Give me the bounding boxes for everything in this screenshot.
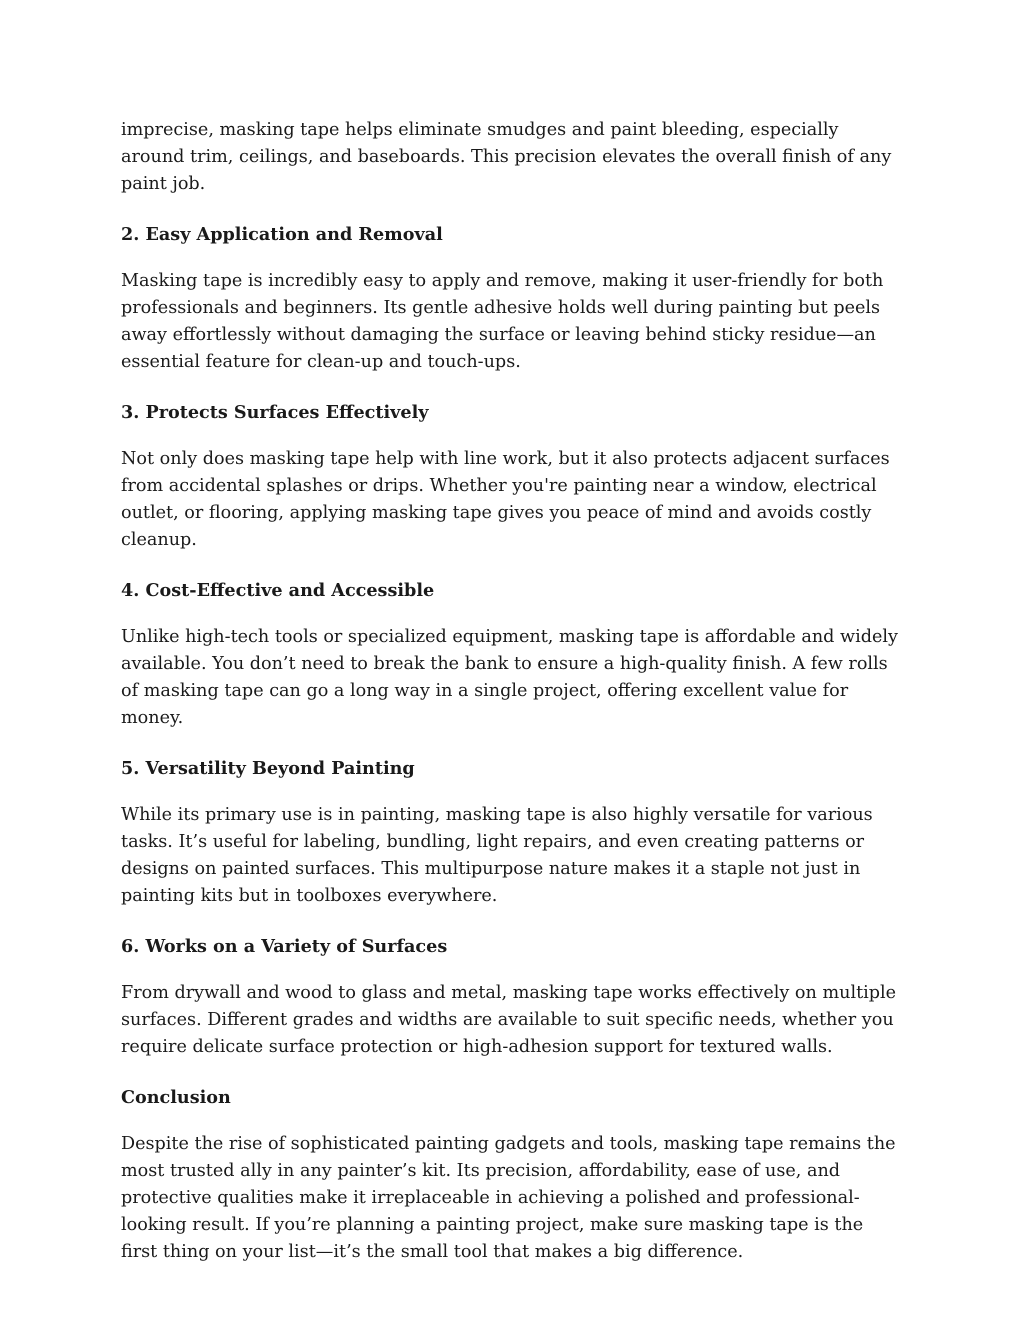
section-paragraph: While its primary use is in painting, masking tape is also highly versatile for various tasks. It’s useful for labeling, bundling, light repairs, and even creating patterns or designs on painted surfaces. This multipurpose nature makes it a staple not just in painting kits but in toolboxes everywhere. [121,805,873,906]
section-variety-of-surfaces [121,933,904,1061]
section-heading: 6. Works on a Variety of Surfaces [121,936,448,957]
section-protects-surfaces [121,399,904,554]
section-paragraph: Not only does masking tape help with line work, but it also protects adjacent surfaces from accidental splashes or drips. Whether you're painting near a window, electrical outlet, or flooring, applying masking tape gives you peace of mind and avoids costly cleanup. [121,449,890,550]
section-heading: 5. Versatility Beyond Painting [121,758,415,779]
section-heading: 2. Easy Application and Removal [121,224,443,245]
intro-paragraph: imprecise, masking tape helps eliminate smudges and paint bleeding, especially around trim, ceilings, and baseboards. This precision elevates the overall finish of any paint job. [121,120,892,194]
section-paragraph: Masking tape is incredibly easy to apply and remove, making it user-friendly for both professionals and beginners. Its gentle adhesive holds well during painting but peels away effortlessly without damaging the surface or leaving behind sticky residue—an essential feature for clean-up and touch-ups. [121,271,884,372]
section-paragraph: Despite the rise of sophisticated painting gadgets and tools, masking tape remains the most trusted ally in any painter’s kit. Its precision, affordability, ease of use, and protective qualities make it irreplaceable in achieving a polished and professional-looking result. If you’re planning a painting project, make sure masking tape is the first thing on your list—it’s the small tool that makes a big difference. [121,1134,896,1262]
section-versatility [121,755,904,910]
section-paragraph: Unlike high-tech tools or specialized equipment, masking tape is affordable and widely available. You don’t need to break the bank to ensure a high-quality finish. A few rolls of masking tape can go a long way in a single project, offering excellent value for money. [121,627,898,728]
section-paragraph: From drywall and wood to glass and metal, masking tape works effectively on multiple surfaces. Different grades and widths are available to suit specific needs, whether you require delicate surface protection or high-adhesion support for textured walls. [121,983,897,1057]
section-easy-application [121,221,904,376]
section-heading: 3. Protects Surfaces Effectively [121,402,429,423]
section-cost-effective [121,577,904,732]
section-conclusion [121,1084,904,1266]
section-heading: Conclusion [121,1087,231,1108]
section-heading: 4. Cost-Effective and Accessible [121,580,435,601]
